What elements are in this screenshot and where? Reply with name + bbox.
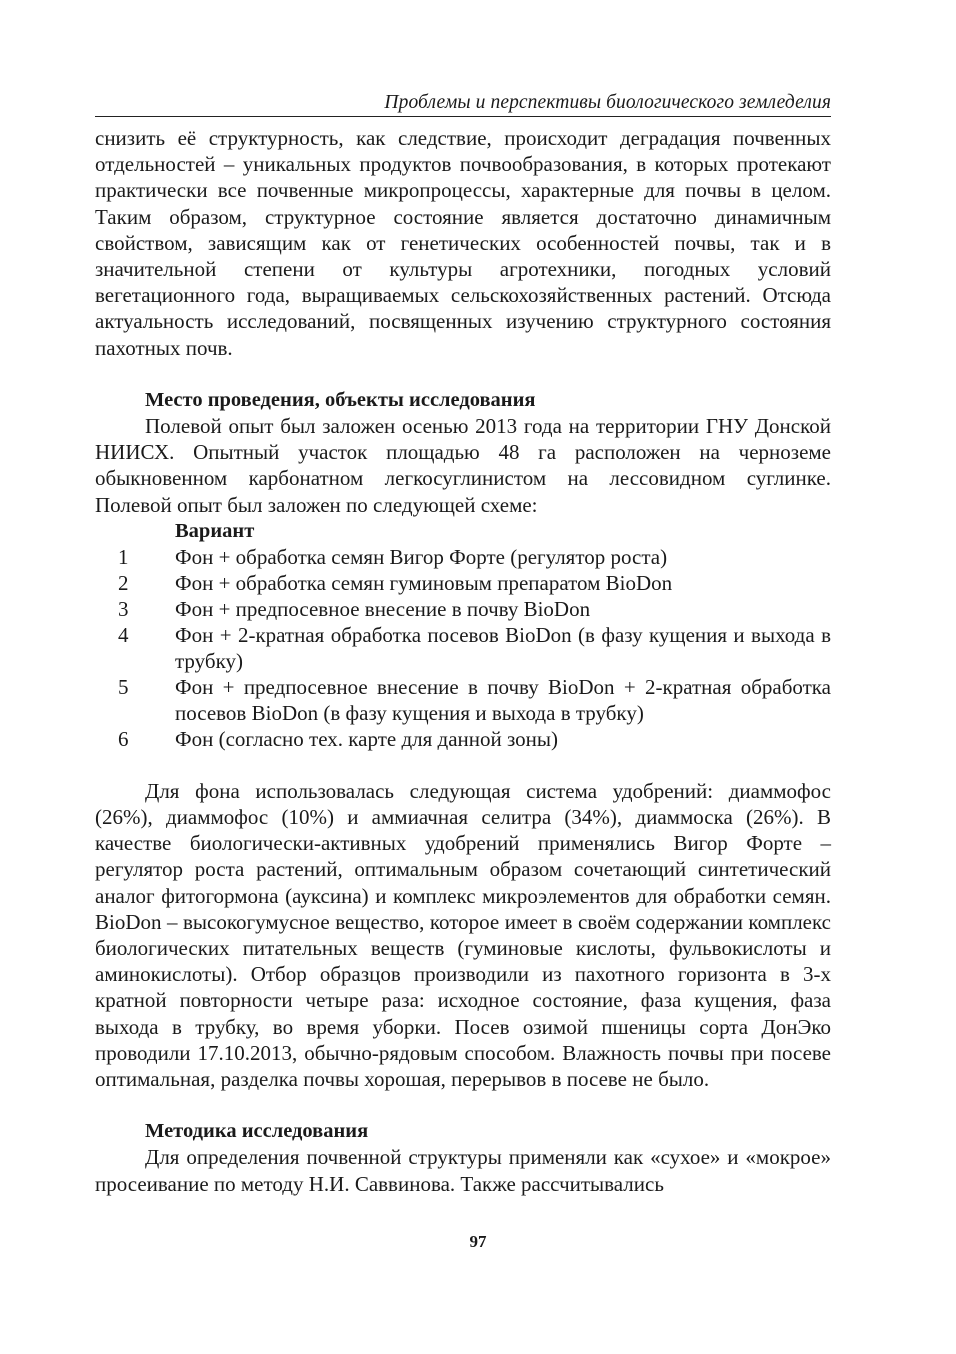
variant-number: 2 (118, 570, 129, 595)
variant-item (95, 570, 831, 596)
variant-text: Фон + предпосевное внесение в почву BioDon + 2-кратная обработка посевов BioDon (в фазу кущения и выхода в трубку) (175, 674, 831, 725)
variant-number: 4 (118, 622, 129, 647)
variant-number: 6 (118, 726, 129, 751)
section-heading-place: Место проведения, объекты исследования (145, 388, 536, 411)
variants-list (95, 544, 831, 752)
running-header: Проблемы и перспективы биологического земледелия (95, 92, 831, 117)
spacer (95, 752, 831, 778)
section-heading-method: Методика исследования (145, 1120, 369, 1143)
paragraph-intro: снизить её структурность, как следствие, происходит деградация почвенных отдельностей – уникальных продуктов почвообразования, в которых протекают практически все почвенные микропроцессы, характерные для почвы в целом. Таким образом, структурное состояние является достаточно динамичным свойством, зависящим как от генетических особенностей почвы, так и в значительной степени от культуры агротехники, погодных условий вегетационного года, выращиваемых сельскохозяйственных растений. Отсюда актуальность исследований, посвященных изучению структурного состояния пахотных почв. (95, 126, 831, 360)
page-number: 97 (469, 1232, 487, 1251)
variants-heading: Вариант (175, 519, 255, 542)
variant-text: Фон + 2-кратная обработка посевов BioDon (в фазу кущения и выхода в трубку) (175, 622, 831, 673)
paragraph-method: Для определения почвенной структуры применяли как «сухое» и «мокрое» просеивание по методу Н.И. Саввинова. Также рассчитывались (95, 1145, 831, 1196)
variant-number: 3 (118, 596, 129, 621)
variant-item (95, 544, 831, 570)
spacer (95, 1092, 831, 1118)
variant-item (95, 596, 831, 622)
variant-text: Фон + обработка семян Вигор Форте (регулятор роста) (175, 544, 668, 569)
variant-item (95, 674, 831, 726)
paragraph-place: Полевой опыт был заложен осенью 2013 года на территории ГНУ Донской НИИСХ. Опытный участок площадью 48 га расположен на черноземе обыкновенном карбонатном легкосуглинистом на лессовидном суглинке. Полевой опыт был заложен по следующей схеме: (95, 414, 831, 517)
variant-text: Фон (согласно тех. карте для данной зоны) (175, 726, 559, 751)
variant-number: 5 (118, 674, 129, 699)
variant-item (95, 622, 831, 674)
variant-text: Фон + предпосевное внесение в почву BioDon (175, 596, 591, 621)
paragraph-fertilizers: Для фона использовалась следующая система удобрений: диаммофос (26%), диаммофос (10%) и аммиачная селитра (34%), диаммоска (26%). В качестве биологически-активных удобрений применялись Вигор Форте – регулятор роста растений, оптимальным образом сочетающий синтетический аналог фитогормона (ауксина) и комплекс микроэлементов для обработки семян. BioDon – высокогумусное вещество, которое имеет в своём содержании комплекс биологических питательных веществ (гуминовые кислоты, фульвокислоты и аминокислоты). Отбор образцов производили из пахотного горизонта в 3-х кратной повторности четыре раза: исходное состояние, фаза кущения, фаза выхода в трубку, во время уборки. Посев озимой пшеницы сорта ДонЭко проводили 17.10.2013, обычно-рядовым способом. Влажность почвы при посеве оптимальная, разделка почвы хорошая, перерывов в посеве не было. (95, 778, 831, 1092)
variant-text: Фон + обработка семян гуминовым препаратом BioDon (175, 570, 673, 595)
variant-item (95, 726, 831, 752)
spacer (95, 361, 831, 387)
variant-number: 1 (118, 544, 129, 569)
page-content (95, 92, 831, 1197)
